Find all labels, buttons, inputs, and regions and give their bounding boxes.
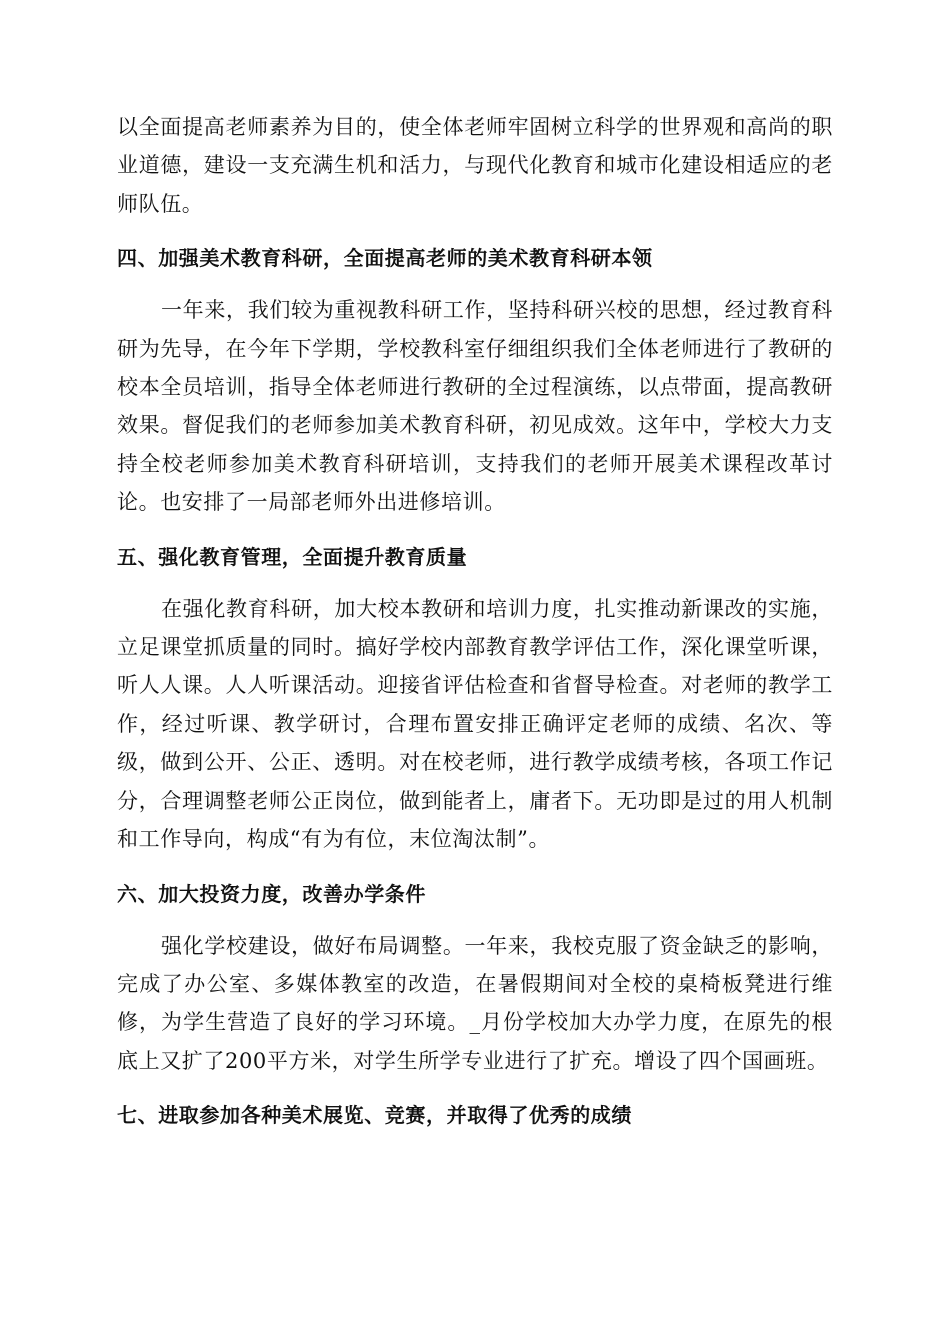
spacer bbox=[117, 576, 833, 590]
spacer bbox=[117, 859, 833, 875]
section-paragraph-5: 在强化教育科研，加大校本教研和培训力度，扎实推动新课改的实施，立足课堂抓质量的同时。搞好学校内部教育教学评估工作，深化课堂听课，听人人课。人人听课活动。迎接省评估检查和省督导检查。对老师的教学工作，经过听课、教学研讨，合理布置安排正确评定老师的成绩、名次、等级，做到公开、公正、透明。对在校老师，进行教学成绩考核，各项工作记分，合理调整老师公正岗位，做到能者上，庸者下。无功即是过的用人机制和工作导向，构成“有为有位，末位淘汰制”。 bbox=[117, 596, 833, 852]
spacer bbox=[117, 223, 833, 239]
intro-paragraph: 以全面提高老师素养为目的，使全体老师牢固树立科学的世界观和高尚的职业道德，建设一支充满生机和活力，与现代化教育和城市化建设相适应的老师队伍。 bbox=[117, 115, 833, 216]
spacer bbox=[117, 1080, 833, 1096]
section-heading-6: 六、加大投资力度，改善办学条件 bbox=[117, 881, 426, 906]
section-heading-7: 七、进取参加各种美术展览、竞赛，并取得了优秀的成绩 bbox=[117, 1103, 632, 1128]
spacer bbox=[117, 522, 833, 538]
section-paragraph-4: 一年来，我们较为重视教科研工作，坚持科研兴校的思想，经过教育科研为先导，在今年下学期，学校教科室仔细组织我们全体老师进行了教研的校本全员培训，指导全体老师进行教研的全过程演练，以点带面，提高教研效果。督促我们的老师参加美术教育科研，初见成效。这年中，学校大力支持全校老师参加美术教育科研培训，支持我们的老师开展美术课程改革讨论。也安排了一局部老师外出进修培训。 bbox=[117, 298, 833, 515]
spacer bbox=[117, 277, 833, 291]
spacer bbox=[117, 913, 833, 927]
document-page bbox=[117, 108, 833, 1134]
section-heading-4: 四、加强美术教育科研，全面提高老师的美术教育科研本领 bbox=[117, 246, 653, 271]
section-paragraph-6: 强化学校建设，做好布局调整。一年来，我校克服了资金缺乏的影响，完成了办公室、多媒体教室的改造，在暑假期间对全校的桌椅板凳进行维修，为学生营造了良好的学习环境。_月份学校加大办学力度，在原先的根底上又扩了200平方米，对学生所学专业进行了扩充。增设了四个国画班。 bbox=[117, 933, 833, 1073]
section-heading-5: 五、强化教育管理，全面提升教育质量 bbox=[117, 544, 468, 569]
